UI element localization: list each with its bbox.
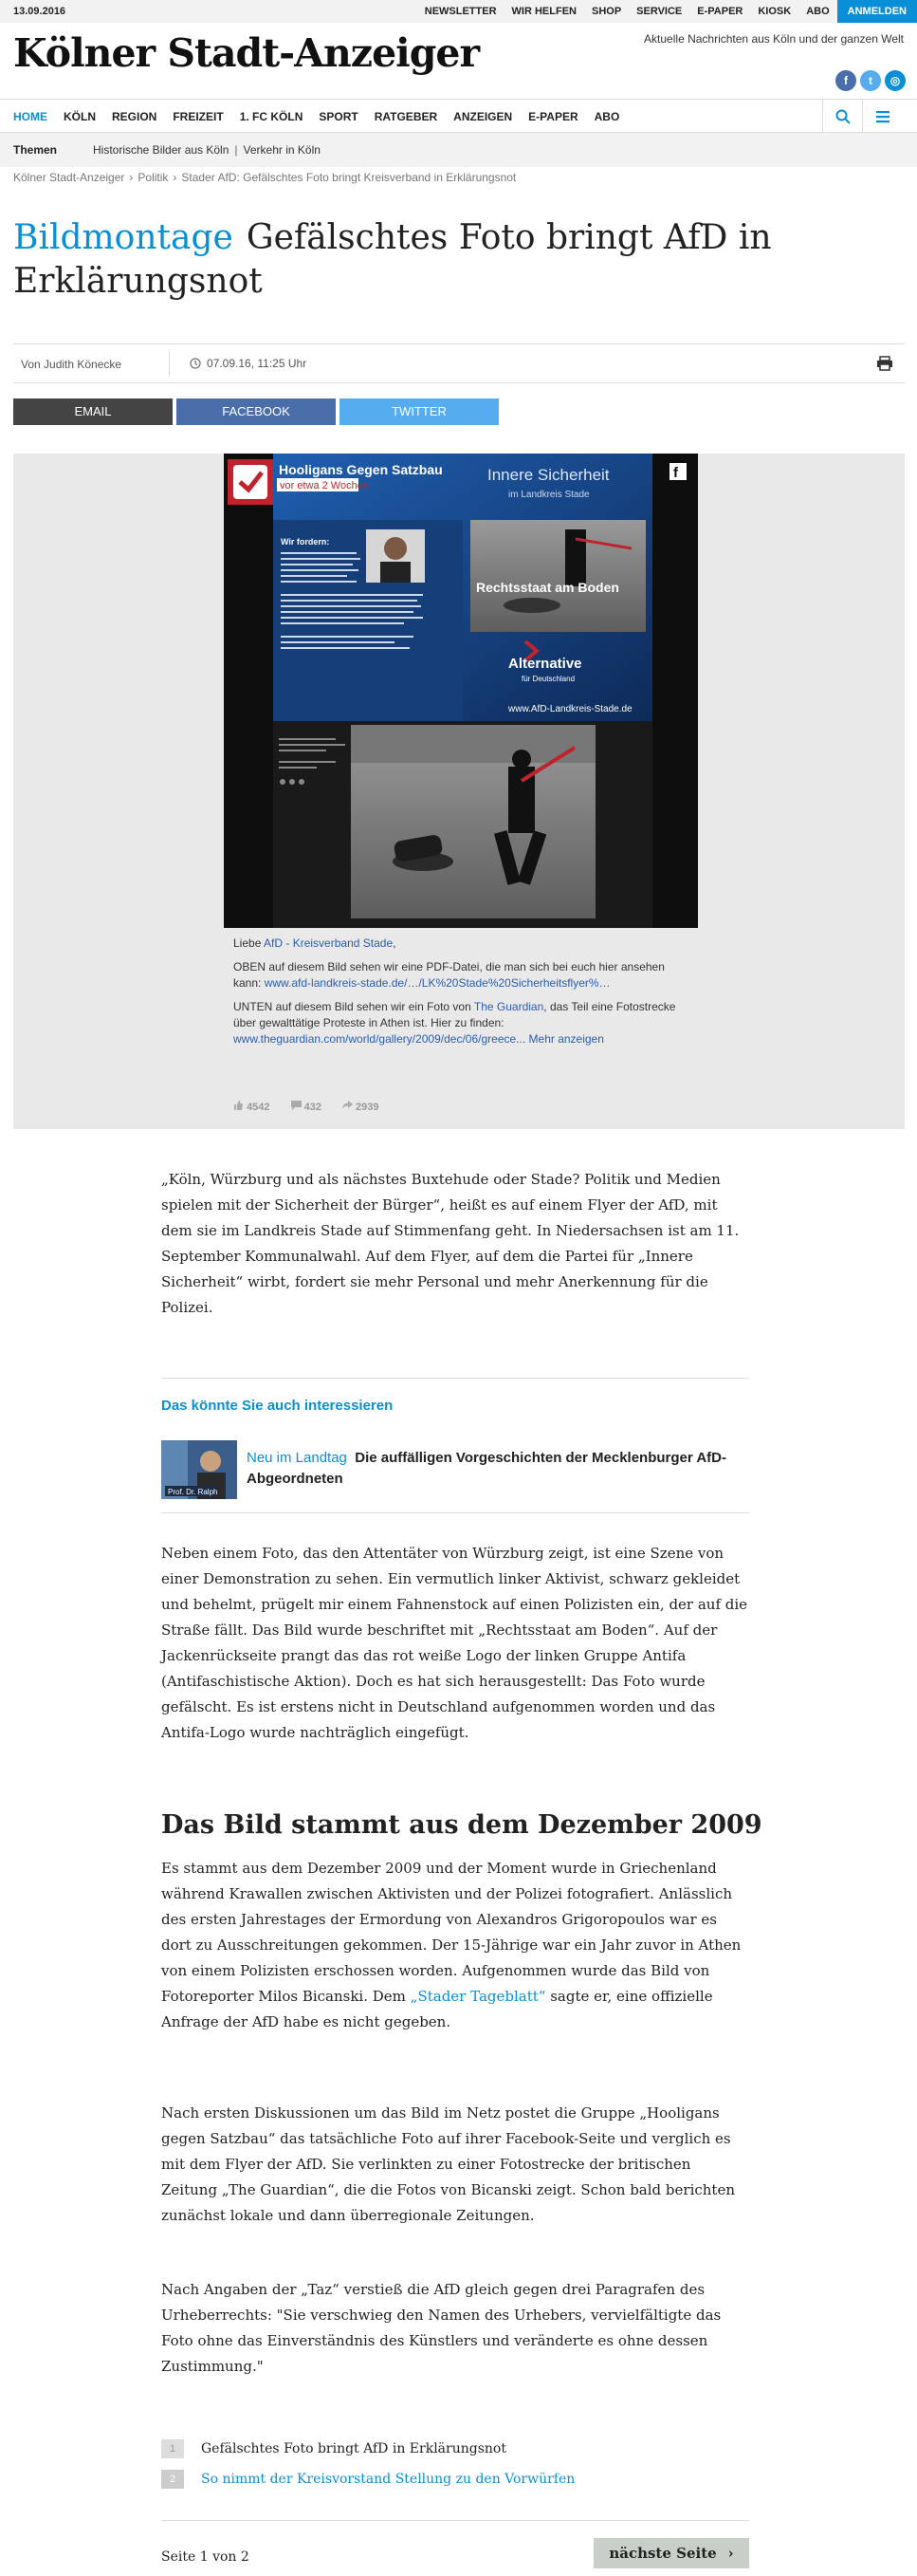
body-paragraph-1: „Köln, Würzburg und als nächstes Buxtehude oder Stade? Politik und Medien spielen mit der Sicherheit der Bürger“, heißt es auf einem Flyer der AfD, mit dem sie im Landkreis Stade auf Stimmenfang geht. In Niedersachsen ist am 11. September Kommunalwahl. Auf dem Flyer, auf dem die Partei für „Innere Sicherheit“ wirbt, fordert sie mehr Personal und mehr Anerkennung für die Polizei. bbox=[161, 1171, 740, 1316]
post-link-guardian-gallery[interactable]: www.theguardian.com/world/gallery/2009/dec/06/greece... bbox=[233, 1032, 526, 1046]
flyer-hooligans-title: Hooligans Gegen Satzbau bbox=[279, 462, 443, 477]
page-item-1 bbox=[161, 2436, 749, 2462]
related-text[interactable] bbox=[247, 1448, 749, 1490]
headline-text: Gefälschtes Foto bringt AfD in Erklärungsnot bbox=[13, 218, 772, 301]
clock-icon bbox=[190, 358, 201, 369]
top-bar bbox=[0, 0, 917, 23]
nav-item-region[interactable]: REGION bbox=[112, 110, 157, 123]
menu-button[interactable] bbox=[862, 100, 902, 134]
post-paragraph-2: UNTEN auf diesem Bild sehen wir ein Foto von The Guardian, das Teil eine Fotostrecke über gewalttätige Proteste in Athen ist. Hier zu finden: www.theguardian.com/world/gallery/2009/dec/06/greece... Mehr anzeigen bbox=[233, 1000, 676, 1046]
nav-item-fc-koeln[interactable]: 1. FC KÖLN bbox=[239, 110, 303, 123]
themen-separator: | bbox=[234, 143, 238, 157]
top-link-kiosk[interactable]: KIOSK bbox=[758, 6, 792, 17]
twitter-icon[interactable]: t bbox=[860, 70, 881, 91]
shares-count: 2939 bbox=[356, 1102, 379, 1113]
related-thumbnail[interactable] bbox=[161, 1440, 237, 1499]
body-paragraph-3: Es stammt aus dem Dezember 2009 und der Moment wurde in Griechenland während Krawallen zwischen Aktivisten und der Polizei fotografiert. Anlässlich des ersten Jahrestages der Ermordung von Alexandros Grigoropoulos war es dort zu Ausschreitungen gekommen. Der 15-Jährige war ein Jahr zuvor in Athen von einem Polizisten erschossen worden. Aufgenommen wurde das Bild von Fotoreporter Milos Bicanski. Dem „Stader Tageblatt“ sagte er, eine offizielle Anfrage der AfD habe es nicht gegeben. bbox=[161, 1860, 742, 2030]
pager-divider bbox=[161, 2520, 749, 2521]
flyer-wir-fordern: Wir fordern: bbox=[281, 537, 330, 547]
themen-link-historische-bilder[interactable]: Historische Bilder aus Köln bbox=[93, 143, 229, 157]
author-byline: Von Judith Könecke bbox=[21, 358, 122, 371]
flyer-innere-title: Innere Sicherheit bbox=[487, 466, 610, 484]
post-link-guardian[interactable]: The Guardian bbox=[473, 1000, 544, 1013]
related-thumbnail-caption: Prof. Dr. Ralph bbox=[168, 1488, 218, 1496]
page-number-2: 2 bbox=[161, 2470, 184, 2489]
breadcrumb-home[interactable]: Kölner Stadt-Anzeiger bbox=[13, 171, 125, 184]
svg-text:f: f bbox=[673, 465, 678, 481]
related-teaser[interactable] bbox=[161, 1440, 749, 1501]
post-stats bbox=[233, 1101, 379, 1113]
post-image[interactable] bbox=[224, 454, 698, 928]
share-email-button[interactable]: EMAIL bbox=[13, 398, 173, 425]
top-link-service[interactable]: SERVICE bbox=[636, 6, 683, 17]
post-link-afd[interactable]: AfD - Kreisverband Stade bbox=[264, 936, 394, 950]
meta-divider bbox=[169, 350, 170, 377]
nav-item-freizeit[interactable]: FREIZEIT bbox=[173, 110, 224, 123]
nav-item-ratgeber[interactable]: RATGEBER bbox=[374, 110, 438, 123]
facebook-post bbox=[224, 454, 698, 1129]
breadcrumb-politik[interactable]: Politik bbox=[138, 171, 169, 184]
next-page-label: nächste Seite bbox=[609, 2545, 717, 2562]
body-paragraph-5: Nach Angaben der „Taz“ verstieß die AfD gleich gegen drei Paragrafen des Urheberrechts: "Sie verschwieg den Namen des Urhebers, vervielfältigte das Foto ohne das Einverständnis des Künstlers und veränderte es ohne dessen Zustimmung." bbox=[161, 2281, 722, 2375]
page-label-1: Gefälschtes Foto bringt AfD in Erklärungsnot bbox=[201, 2441, 506, 2456]
top-link-epaper[interactable]: E-PAPER bbox=[697, 6, 743, 17]
nav-item-sport[interactable]: SPORT bbox=[319, 110, 358, 123]
flyer-innere-sub: im Landkreis Stade bbox=[508, 490, 590, 500]
menu-icon bbox=[875, 110, 890, 123]
related-heading: Das könnte Sie auch interessieren bbox=[161, 1398, 394, 1414]
page-list bbox=[161, 2436, 749, 2496]
chevron-right-icon: › bbox=[173, 171, 177, 184]
chevron-right-icon: › bbox=[129, 171, 134, 184]
themen-label: Themen bbox=[13, 143, 58, 157]
facebook-icon[interactable]: f bbox=[835, 70, 856, 91]
post-greeting: Liebe AfD - Kreisverband Stade, bbox=[233, 936, 396, 950]
printer-icon bbox=[876, 356, 893, 371]
themen-link-verkehr[interactable]: Verkehr in Köln bbox=[243, 143, 321, 157]
breadcrumb bbox=[13, 171, 516, 184]
search-button[interactable] bbox=[822, 100, 862, 134]
headline-kicker: Bildmontage bbox=[13, 218, 233, 257]
flyer-party-sub: für Deutschland bbox=[522, 675, 576, 683]
share-twitter-button[interactable]: TWITTER bbox=[339, 398, 499, 425]
page-item-2[interactable] bbox=[161, 2466, 749, 2493]
comments-stat[interactable] bbox=[291, 1101, 321, 1113]
themen-bar bbox=[0, 133, 917, 167]
share-buttons bbox=[13, 398, 499, 425]
login-button[interactable]: ANMELDEN bbox=[837, 0, 917, 23]
post-text bbox=[224, 928, 698, 1063]
post-paragraph-1: OBEN auf diesem Bild sehen wir eine PDF-Datei, die man sich bei euch hier ansehen kann: www.afd-landkreis-stade.de/…/LK%20Stade%20Sicherheitsflyer%… bbox=[233, 960, 665, 990]
share-arrow-icon bbox=[342, 1101, 353, 1110]
likes-stat[interactable] bbox=[233, 1101, 270, 1113]
page-number-1: 1 bbox=[161, 2439, 184, 2458]
top-link-newsletter[interactable]: NEWSLETTER bbox=[424, 6, 497, 17]
top-link-wir-helfen[interactable]: WIR HELFEN bbox=[511, 6, 577, 17]
nav-item-koeln[interactable]: KÖLN bbox=[64, 110, 96, 123]
main-nav bbox=[0, 99, 917, 133]
share-facebook-button[interactable]: FACEBOOK bbox=[176, 398, 336, 425]
comments-count: 432 bbox=[303, 1102, 321, 1113]
flyer-party-url: www.AfD-Landkreis-Stade.de bbox=[508, 704, 633, 714]
flyer-hooligans-sub: vor etwa 2 Wochen bbox=[280, 480, 369, 491]
flyer-party: Alternative bbox=[508, 656, 582, 672]
article-meta bbox=[13, 343, 905, 383]
print-button[interactable] bbox=[876, 356, 893, 376]
comment-icon bbox=[291, 1101, 302, 1110]
facebook-embed bbox=[13, 454, 905, 1129]
current-date: 13.09.2016 bbox=[13, 6, 66, 17]
site-logo[interactable]: Kölner Stadt-Anzeiger bbox=[13, 30, 480, 76]
top-links bbox=[417, 0, 917, 23]
nav-item-anzeigen[interactable]: ANZEIGEN bbox=[453, 110, 513, 123]
related-divider-top bbox=[161, 1378, 749, 1379]
related-title: Die auffälligen Vorgeschichten der Mecklenburger AfD-Abgeordneten bbox=[247, 1450, 726, 1487]
top-link-abo[interactable]: ABO bbox=[806, 6, 830, 17]
nav-item-abo[interactable]: ABO bbox=[594, 110, 620, 123]
related-thumbnail-image bbox=[161, 1440, 237, 1499]
next-page-button[interactable] bbox=[594, 2538, 749, 2568]
section-heading: Das Bild stammt aus dem Dezember 2009 bbox=[161, 1810, 762, 1840]
social-icons bbox=[835, 70, 906, 91]
flyer-rechtsstaat: Rechtsstaat am Boden bbox=[476, 580, 619, 595]
related-divider-bottom bbox=[161, 1512, 749, 1513]
chevron-right-icon: › bbox=[727, 2545, 734, 2562]
breadcrumb-current: Stader AfD: Gefälschtes Foto bringt Kreisverband in Erklärungsnot bbox=[181, 171, 517, 184]
instagram-icon[interactable]: ◎ bbox=[885, 70, 906, 91]
thumbs-up-icon bbox=[233, 1101, 244, 1110]
page-label-2[interactable]: So nimmt der Kreisvorstand Stellung zu den Vorwürfen bbox=[201, 2472, 576, 2487]
post-more-link[interactable]: Mehr anzeigen bbox=[525, 1032, 604, 1046]
body-paragraph-2: Neben einem Foto, das den Attentäter von Würzburg zeigt, ist eine Szene von einer Demonstration zu sehen. Ein vermutlich linker Aktivist, schwarz gekleidet und behelmt, prügelt mir einem Fahnenstock auf einen Polizisten ein, der auf die Straße fällt. Das Bild wurde beschriftet mit „Rechtsstaat am Boden“. Auf der Jackenrückseite prangt das das rot weiße Logo der linken Gruppe Antifa (Antifaschistische Aktion). Doch es hat sich herausgestellt: Das Foto wurde gefälscht. Es ist erstens nicht in Deutschland aufgenommen worden und das Antifa-Logo wurde nachträglich eingefügt. bbox=[161, 1545, 748, 1741]
top-link-shop[interactable]: SHOP bbox=[591, 6, 622, 17]
page-info: Seite 1 von 2 bbox=[161, 2549, 249, 2565]
search-icon bbox=[835, 109, 851, 124]
shares-stat[interactable] bbox=[342, 1101, 379, 1113]
nav-item-epaper[interactable]: E-PAPER bbox=[528, 110, 578, 123]
stader-tageblatt-link[interactable]: „Stader Tageblatt“ bbox=[410, 1988, 546, 2005]
nav-item-home[interactable]: HOME bbox=[13, 110, 47, 123]
page-title bbox=[13, 216, 829, 304]
post-link-afd-flyer[interactable]: www.afd-landkreis-stade.de/…/LK%20Stade%20Sicherheitsflyer%… bbox=[264, 976, 611, 990]
site-tagline: Aktuelle Nachrichten aus Köln und der ganzen Welt bbox=[644, 32, 904, 46]
related-kicker: Neu im Landtag bbox=[247, 1450, 347, 1466]
publish-date-text: 07.09.16, 11:25 Uhr bbox=[207, 357, 307, 370]
body-paragraph-4: Nach ersten Diskussionen um das Bild im Netz postet die Gruppe „Hooligans gegen Satzbau“ das tatsächliche Foto auf ihrer Facebook-Seite und verglich es mit dem Flyer der AfD. Sie verlinkten zu einer Fotostrecke der britischen Zeitung „The Guardian“, die die Fotos von Bicanski zeigt. Schon bald berichten zunächst lokale und dann überregionale Zeitungen. bbox=[161, 2104, 735, 2224]
publish-date bbox=[190, 357, 306, 370]
likes-count: 4542 bbox=[247, 1102, 270, 1113]
post-image-graphic bbox=[224, 454, 698, 928]
